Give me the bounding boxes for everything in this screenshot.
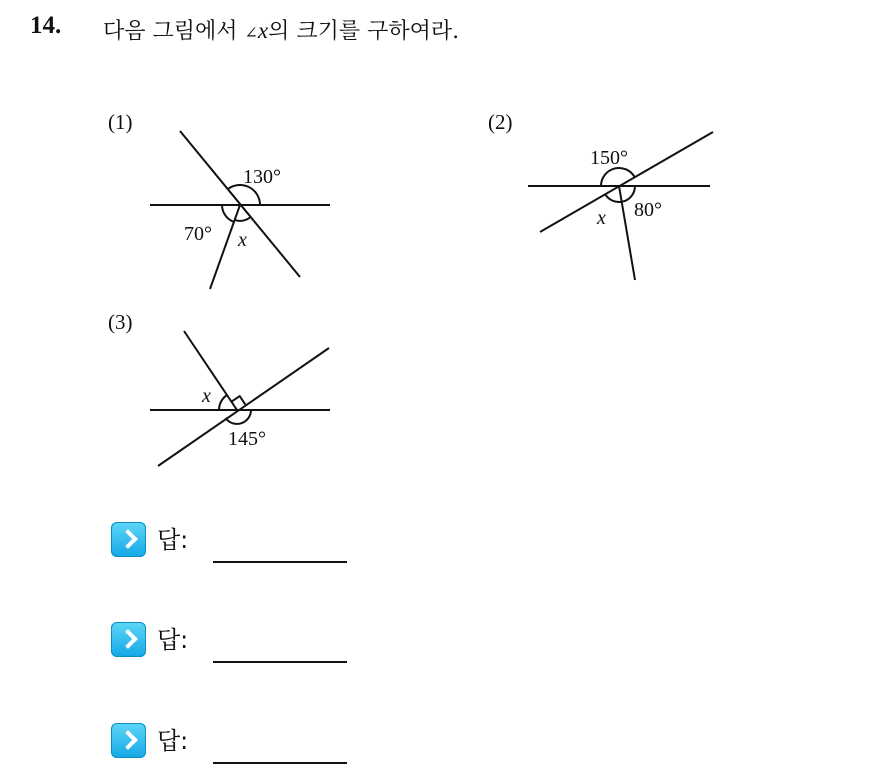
answer-label: 답: [157,626,189,654]
figure-2-variable-x: x [597,207,606,229]
figure-1 [150,131,330,289]
answer-blank-3[interactable] [213,762,347,764]
answer-blank-1[interactable] [213,561,347,563]
figure-1-steep-line [210,205,240,289]
chevron-right-icon [111,622,146,657]
question-text-before: 다음 그림에서 [103,19,245,44]
figure-2-label: (2) [488,110,513,134]
figure-3-variable-x: x [202,385,211,407]
figure-1-angle-130: 130° [243,166,281,188]
figure-1-arc-70 [222,205,234,222]
figure-2-arc-150 [601,168,635,186]
chevron-right-icon [111,723,146,758]
figure-1-angle-70: 70° [184,223,212,245]
chevron-right-icon [111,522,146,557]
figure-3-label: (3) [108,310,133,334]
figure-3-angle-145: 145° [228,428,266,450]
figure-3-arc-x [219,395,227,410]
question-number: 14. [30,12,62,39]
angle-symbol: ∠ [244,23,258,42]
figure-1-label: (1) [108,110,133,134]
answer-label: 답: [157,727,189,755]
question-variable: x [257,18,269,43]
answer-blank-2[interactable] [213,661,347,663]
figure-1-arc-x [235,217,251,220]
question-text-after: 의 크기를 구하여라. [268,19,460,44]
figure-2-angle-80: 80° [634,199,662,221]
figure-2-arc-80 [622,186,635,202]
answer-label: 답: [157,526,189,554]
figure-1-variable-x: x [238,229,247,251]
figure-2-arc-x [605,194,622,202]
figure-2-angle-150: 150° [590,147,628,169]
